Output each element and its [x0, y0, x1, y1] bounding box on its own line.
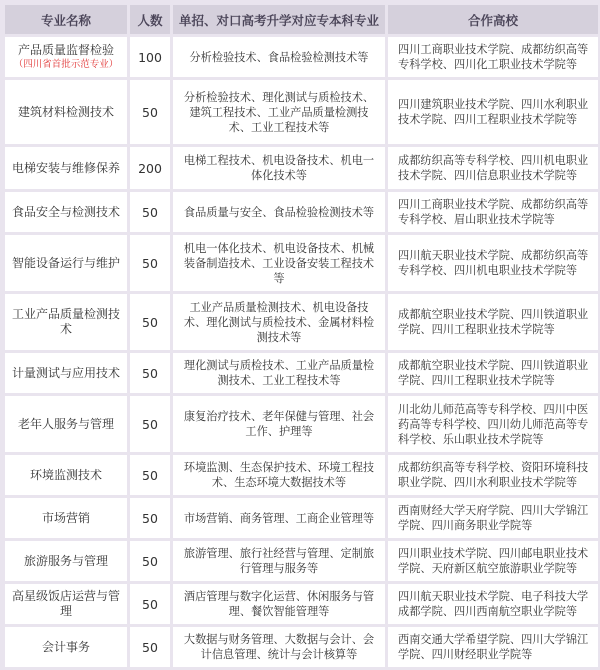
major-name: 产品质量监督检验: [17, 43, 114, 57]
major-cell: 计量测试与应用技术: [5, 353, 127, 393]
schools-cell: 成都纺织高等专科学校、四川机电职业技术学院、四川信息职业技术学院等: [388, 147, 598, 189]
table-row: [5, 584, 598, 624]
count-cell: 50: [130, 498, 170, 538]
table-row: [5, 80, 598, 144]
subjects-cell: 电梯工程技术、机电设备技术、机电一体化技术等: [173, 147, 385, 189]
schools-cell: 四川建筑职业技术学院、四川水利职业技术学院、四川工程职业技术学院等: [388, 80, 598, 144]
schools-cell: 川北幼儿师范高等专科学校、四川中医药高等专科学校、四川幼儿师范高等专科学校、乐山职业技术学院等: [388, 396, 598, 452]
schools-cell: 四川工商职业技术学院、成都纺织高等专科学校、眉山职业技术学院等: [388, 192, 598, 232]
count-cell: 50: [130, 627, 170, 667]
schools-cell: 成都纺织高等专科学校、资阳环境科技职业学院、四川水利职业技术学院等: [388, 455, 598, 495]
subjects-cell: 理化测试与质检技术、工业产品质量检测技术、工业工程技术等: [173, 353, 385, 393]
subjects-cell: 分析检验技术、理化测试与质检技术、建筑工程技术、工业产品质量检测技术、工业工程技术等: [173, 80, 385, 144]
schools-cell: 西南财经大学天府学院、四川大学锦江学院、四川商务职业学院等: [388, 498, 598, 538]
subjects-cell: 市场营销、商务管理、工商企业管理等: [173, 498, 385, 538]
subjects-cell: 工业产品质量检测技术、机电设备技术、理化测试与质检技术、金属材料检测技术等: [173, 294, 385, 350]
schools-cell: 四川工商职业技术学院、成都纺织高等专科学校、四川化工职业技术学院等: [388, 37, 598, 77]
program-table: [2, 2, 600, 670]
schools-cell: 成都航空职业技术学院、四川铁道职业学院、四川工程职业技术学院等: [388, 353, 598, 393]
major-cell: 电梯安装与维修保养: [5, 147, 127, 189]
table-row: [5, 498, 598, 538]
program-table-container: [2, 2, 598, 661]
count-cell: 100: [130, 37, 170, 77]
schools-cell: 西南交通大学希望学院、四川大学锦江学院、四川财经职业学院等: [388, 627, 598, 667]
table-header-row: [5, 5, 598, 34]
table-row: [5, 147, 598, 189]
table-row: [5, 37, 598, 77]
count-cell: 50: [130, 455, 170, 495]
header-schools: 合作高校: [388, 5, 598, 34]
major-cell: 高星级饭店运营与管理: [5, 584, 127, 624]
major-note: （四川省首批示范专业）: [13, 59, 119, 70]
count-cell: 50: [130, 192, 170, 232]
major-cell: 老年人服务与管理: [5, 396, 127, 452]
major-cell: 环境监测技术: [5, 455, 127, 495]
header-major: 专业名称: [5, 5, 127, 34]
subjects-cell: 环境监测、生态保护技术、环境工程技术、生态环境大数据技术等: [173, 455, 385, 495]
subjects-cell: 分析检验技术、食品检验检测技术等: [173, 37, 385, 77]
subjects-cell: 机电一体化技术、机电设备技术、机械装备制造技术、工业设备安装工程技术等: [173, 235, 385, 291]
header-subjects: 单招、对口高考升学对应专本科专业: [173, 5, 385, 34]
table-row: [5, 294, 598, 350]
schools-cell: 成都航空职业技术学院、四川铁道职业学院、四川工程职业技术学院等: [388, 294, 598, 350]
subjects-cell: 旅游管理、旅行社经营与管理、定制旅行管理与服务等: [173, 541, 385, 581]
count-cell: 50: [130, 80, 170, 144]
table-row: [5, 396, 598, 452]
table-row: [5, 455, 598, 495]
major-cell: 建筑材料检测技术: [5, 80, 127, 144]
table-row: [5, 627, 598, 667]
major-cell: 市场营销: [5, 498, 127, 538]
count-cell: 50: [130, 584, 170, 624]
subjects-cell: 康复治疗技术、老年保健与管理、社会工作、护理等: [173, 396, 385, 452]
table-row: [5, 541, 598, 581]
subjects-cell: 酒店管理与数字化运营、休闲服务与管理、餐饮智能管理等: [173, 584, 385, 624]
schools-cell: 四川职业技术学院、四川邮电职业技术学院、天府新区航空旅游职业学院等: [388, 541, 598, 581]
major-cell: [5, 37, 127, 77]
header-count: 人数: [130, 5, 170, 34]
subjects-cell: 大数据与财务管理、大数据与会计、会计信息管理、统计与会计核算等: [173, 627, 385, 667]
major-cell: 会计事务: [5, 627, 127, 667]
major-cell: 食品安全与检测技术: [5, 192, 127, 232]
major-cell: 智能设备运行与维护: [5, 235, 127, 291]
count-cell: 50: [130, 353, 170, 393]
table-row: [5, 192, 598, 232]
table-row: [5, 235, 598, 291]
count-cell: 50: [130, 235, 170, 291]
count-cell: 50: [130, 541, 170, 581]
major-cell: 旅游服务与管理: [5, 541, 127, 581]
count-cell: 50: [130, 396, 170, 452]
count-cell: 200: [130, 147, 170, 189]
subjects-cell: 食品质量与安全、食品检验检测技术等: [173, 192, 385, 232]
count-cell: 50: [130, 294, 170, 350]
table-row: [5, 353, 598, 393]
schools-cell: 四川航天职业技术学院、电子科技大学成都学院、四川西南航空职业学院等: [388, 584, 598, 624]
schools-cell: 四川航天职业技术学院、成都纺织高等专科学校、四川机电职业技术学院等: [388, 235, 598, 291]
major-cell: 工业产品质量检测技术: [5, 294, 127, 350]
